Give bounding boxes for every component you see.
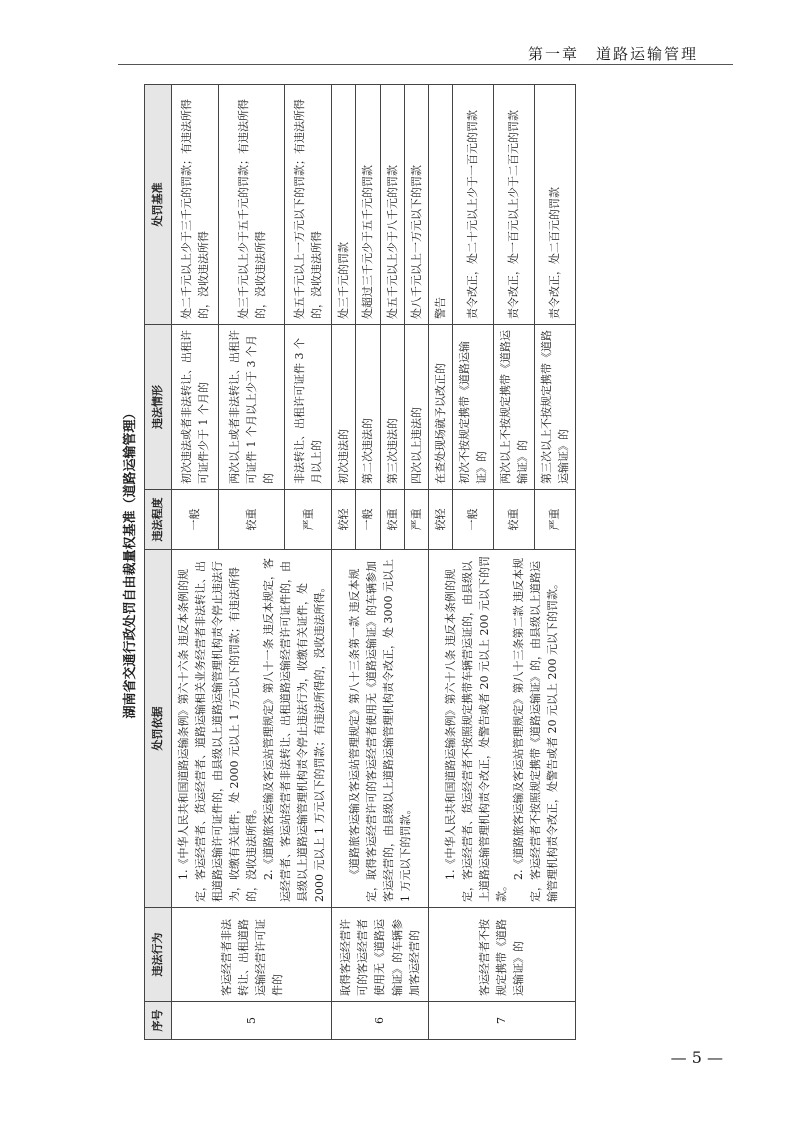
- penalty-standard: 处八千元以上一万元以下的罚款: [404, 85, 428, 325]
- document-title: 湖南省交通行政处罚自由裁量权基准（道路运输管理）: [123, 406, 138, 719]
- row-id: 7: [428, 1002, 575, 1040]
- column-header-basis: 处罚依据: [145, 550, 172, 908]
- violation-degree: 严重: [404, 490, 428, 550]
- penalty-basis: [428, 550, 575, 908]
- penalty-basis: [332, 550, 428, 908]
- penalty-basis: [172, 550, 332, 908]
- penalty-standard: 处三千元以上少于五千元的罚款；有违法所得的，没收违法所得: [218, 85, 284, 325]
- violation-degree: 较轻: [428, 490, 452, 550]
- penalty-standard: 处三千元的罚款: [332, 85, 356, 325]
- violation-degree: 一般: [356, 490, 380, 550]
- penalty-standard: 处超过三千元少于五千元的罚款: [356, 85, 380, 325]
- violation-degree: 一般: [172, 490, 219, 550]
- violation-situation: 初次违法的: [332, 325, 356, 490]
- header-rule: [118, 64, 733, 65]
- column-header-act: 违法行为: [145, 908, 172, 1002]
- penalty-standard: 警告: [428, 85, 452, 325]
- violation-situation: 第三次违法的: [380, 325, 404, 490]
- violation-degree: 较重: [218, 490, 284, 550]
- page-header: [0, 0, 793, 72]
- violation-situation: 初次违法或者非法转让、出租许可证件少于 1 个月的: [172, 325, 219, 490]
- column-header-penalty: 处罚基准: [145, 85, 172, 325]
- violation-act: 客运经营者非法转让、出租道路运输经营许可证件的: [172, 908, 332, 1002]
- violation-act: 客运经营者不按规定携带《道路运输证》的: [428, 908, 575, 1002]
- penalty-standard: 处二千元以上少于三千元的罚款；有违法所得的，没收违法所得: [172, 85, 219, 325]
- violation-situation: 两次以上或者非法转让、出租许可证件 1 个月以上少于 3 个月的: [218, 325, 284, 490]
- column-header-id: 序号: [145, 1002, 172, 1040]
- penalty-standard: 处五千元以上少于八千元的罚款: [380, 85, 404, 325]
- basis-paragraph: 2.《道路旅客运输及客运站管理规定》第八十一条 违反本规定，客运经营者、客运站经营者非法转让、出租道路运输经营许可证件的，由县级以上道路运输管理机构责令停止违法行为，收缴有关证件，处 2000 元以上 1 万元以下的罚款；有违法所得的，没收违法所得。: [262, 558, 327, 902]
- violation-situation: 在查处现场就予以改正的: [428, 325, 452, 490]
- rotated-table-area: [118, 85, 733, 1040]
- penalty-standard: 责令改正，处一百元以上少于二百元的罚款: [493, 85, 534, 325]
- violation-situation: 四次以上违法的: [404, 325, 428, 490]
- basis-paragraph: 1.《中华人民共和国道路运输条例》第六十六条 违反本条例的规定，客运经营者、货运经营者、道路运输相关业务经营者非法转让、出租道路运输许可证件的，由县级以上道路运输管理机构责令停止违法行为，收缴有关证件，处 2000 元以上 1 万元以下的罚款；有违法所得的，没收违法所得。: [177, 561, 259, 902]
- violation-situation: 第三次以上不按规定携带《道路运输证》的: [534, 325, 575, 490]
- violation-degree: 较轻: [332, 490, 356, 550]
- violation-degree: 较重: [380, 490, 404, 550]
- violation-degree: 较重: [493, 490, 534, 550]
- penalty-standard: 责令改正，处二百元的罚款: [534, 85, 575, 325]
- basis-paragraph: 《道路旅客运输及客运站管理规定》第八十三条第一款 违反本规定，取得客运经营许可的客运经营者使用无《道路运输证》的车辆参加客运经营的，由县级以上道路运输管理机构责令改正，处 3000 元以上 1 万元以下的罚款。: [347, 559, 413, 902]
- penalty-standard: 处五千元以上一万元以下的罚款；有违法所得的，没收违法所得: [285, 85, 332, 325]
- basis-paragraph: 2.《道路旅客运输及客运站管理规定》第八十三条第二款 违反本规定，客运经营者不按照规定携带《道路运输证》的，由县级以上道路运输管理机构责令改正，处警告或者 20 元以上 200 元以下的罚款。: [512, 558, 560, 902]
- basis-paragraph: 1.《中华人民共和国道路运输条例》第六十八条 违反本条例的规定，客运经营者、货运经营者不按照规定携带车辆营运证的，由县级以上道路运输管理机构责令改正，处警告或者 20 元以上 200 元以下的罚款。: [444, 556, 509, 902]
- violation-situation: 两次以上不按规定携带《道路运输证》的: [493, 325, 534, 490]
- penalty-standard: 责令改正，处二十元以上少于一百元的罚款: [452, 85, 493, 325]
- column-header-situation: 违法情形: [145, 325, 172, 490]
- table-row: [172, 85, 219, 1040]
- table-header-row: [145, 85, 172, 1040]
- violation-situation: 初次不按规定携带《道路运输证》的: [452, 325, 493, 490]
- violation-act: 取得客运经营许可的客运经营者使用无《道路运输证》的车辆参加客运经营的: [332, 908, 428, 1002]
- violation-degree: 严重: [285, 490, 332, 550]
- violation-degree: 严重: [534, 490, 575, 550]
- violation-situation: 第二次违法的: [356, 325, 380, 490]
- page-number: — 5 —: [670, 1048, 723, 1067]
- violation-degree: 一般: [452, 490, 493, 550]
- row-id: 6: [332, 1002, 428, 1040]
- row-id: 5: [172, 1002, 332, 1040]
- violation-situation: 非法转让、出租许可证件 3 个月以上的: [285, 325, 332, 490]
- column-header-degree: 违法程度: [145, 490, 172, 550]
- chapter-heading: 第一章 道路运输管理: [527, 45, 698, 63]
- table-row: [332, 85, 356, 1040]
- penalty-standard-table: [144, 84, 576, 1040]
- table-row: [428, 85, 452, 1040]
